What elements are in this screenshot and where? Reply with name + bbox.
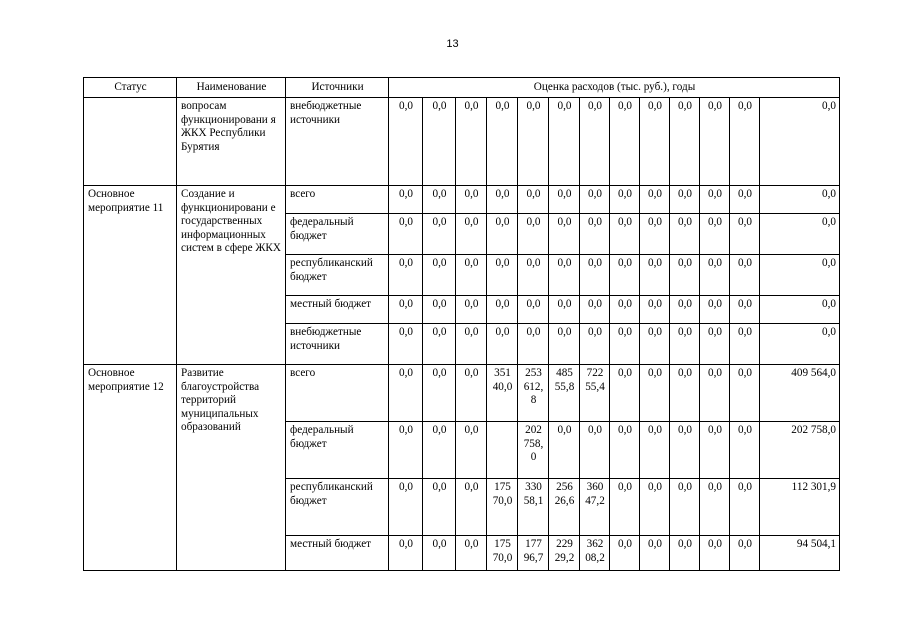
total-cell: 94 504,1 bbox=[760, 536, 840, 571]
value-cell: 253 612, 8 bbox=[518, 365, 549, 422]
value-cell: 0,0 bbox=[700, 536, 730, 571]
source-cell: республиканский бюджет bbox=[286, 255, 389, 296]
table-row bbox=[84, 98, 840, 186]
value-cell: 0,0 bbox=[640, 365, 670, 422]
value-cell: 0,0 bbox=[549, 186, 580, 214]
source-cell: внебюджетные источники bbox=[286, 324, 389, 365]
value-cell: 0,0 bbox=[549, 422, 580, 479]
value-cell: 0,0 bbox=[670, 536, 700, 571]
value-cell: 0,0 bbox=[389, 365, 423, 422]
value-cell: 0,0 bbox=[610, 365, 640, 422]
value-cell: 0,0 bbox=[670, 255, 700, 296]
value-cell: 330 58,1 bbox=[518, 479, 549, 536]
value-cell: 0,0 bbox=[640, 296, 670, 324]
value-cell: 0,0 bbox=[456, 422, 487, 479]
table-row bbox=[84, 186, 840, 214]
value-cell: 229 29,2 bbox=[549, 536, 580, 571]
source-cell: всего bbox=[286, 365, 389, 422]
value-cell: 175 70,0 bbox=[487, 479, 518, 536]
value-cell: 0,0 bbox=[423, 479, 456, 536]
value-cell: 0,0 bbox=[670, 214, 700, 255]
total-cell: 409 564,0 bbox=[760, 365, 840, 422]
value-cell: 0,0 bbox=[389, 98, 423, 186]
value-cell: 0,0 bbox=[423, 98, 456, 186]
value-cell: 0,0 bbox=[580, 422, 610, 479]
total-cell: 0,0 bbox=[760, 98, 840, 186]
value-cell: 0,0 bbox=[700, 324, 730, 365]
source-cell: местный бюджет bbox=[286, 536, 389, 571]
value-cell: 0,0 bbox=[610, 324, 640, 365]
value-cell: 0,0 bbox=[670, 324, 700, 365]
value-cell: 0,0 bbox=[487, 214, 518, 255]
value-cell: 0,0 bbox=[423, 422, 456, 479]
source-cell: внебюджетные источники bbox=[286, 98, 389, 186]
value-cell: 0,0 bbox=[610, 255, 640, 296]
value-cell: 0,0 bbox=[423, 365, 456, 422]
value-cell: 0,0 bbox=[640, 98, 670, 186]
value-cell: 0,0 bbox=[456, 296, 487, 324]
value-cell: 0,0 bbox=[456, 536, 487, 571]
value-cell: 0,0 bbox=[389, 296, 423, 324]
value-cell: 0,0 bbox=[389, 479, 423, 536]
source-cell: федеральный бюджет bbox=[286, 214, 389, 255]
value-cell: 0,0 bbox=[670, 422, 700, 479]
value-cell: 0,0 bbox=[580, 324, 610, 365]
value-cell: 0,0 bbox=[423, 255, 456, 296]
value-cell: 0,0 bbox=[456, 98, 487, 186]
value-cell: 0,0 bbox=[389, 186, 423, 214]
value-cell: 0,0 bbox=[730, 479, 760, 536]
value-cell: 0,0 bbox=[580, 255, 610, 296]
total-cell: 112 301,9 bbox=[760, 479, 840, 536]
value-cell: 0,0 bbox=[640, 479, 670, 536]
sources-header: Источники bbox=[286, 78, 389, 98]
value-cell: 0,0 bbox=[640, 186, 670, 214]
status-header: Статус bbox=[84, 78, 177, 98]
value-cell: 0,0 bbox=[549, 324, 580, 365]
value-cell: 0,0 bbox=[730, 98, 760, 186]
value-cell: 0,0 bbox=[456, 186, 487, 214]
value-cell: 0,0 bbox=[487, 296, 518, 324]
value-cell: 0,0 bbox=[487, 186, 518, 214]
source-cell: республиканский бюджет bbox=[286, 479, 389, 536]
value-cell: 0,0 bbox=[700, 255, 730, 296]
value-cell: 0,0 bbox=[670, 98, 700, 186]
value-cell: 0,0 bbox=[640, 324, 670, 365]
value-cell: 0,0 bbox=[389, 422, 423, 479]
total-cell: 0,0 bbox=[760, 255, 840, 296]
source-cell: всего bbox=[286, 186, 389, 214]
value-cell: 0,0 bbox=[670, 479, 700, 536]
value-cell: 0,0 bbox=[389, 214, 423, 255]
value-cell: 0,0 bbox=[730, 365, 760, 422]
value-cell bbox=[487, 422, 518, 479]
value-cell: 0,0 bbox=[700, 422, 730, 479]
value-cell: 0,0 bbox=[487, 98, 518, 186]
name-cell: Развитие благоустройства территорий муниципальных образований bbox=[177, 365, 286, 571]
total-cell: 0,0 bbox=[760, 296, 840, 324]
value-cell: 0,0 bbox=[549, 255, 580, 296]
status-cell bbox=[84, 98, 177, 186]
value-cell: 0,0 bbox=[580, 98, 610, 186]
value-cell: 0,0 bbox=[456, 479, 487, 536]
value-cell: 0,0 bbox=[730, 296, 760, 324]
value-cell: 0,0 bbox=[518, 186, 549, 214]
value-cell: 0,0 bbox=[487, 255, 518, 296]
status-cell: Основное мероприятие 11 bbox=[84, 186, 177, 365]
value-cell: 0,0 bbox=[389, 255, 423, 296]
costs-header: Оценка расходов (тыс. руб.), годы bbox=[389, 78, 840, 98]
value-cell: 0,0 bbox=[730, 324, 760, 365]
value-cell: 0,0 bbox=[700, 98, 730, 186]
value-cell: 0,0 bbox=[610, 536, 640, 571]
value-cell: 0,0 bbox=[487, 324, 518, 365]
value-cell: 202 758, 0 bbox=[518, 422, 549, 479]
value-cell: 0,0 bbox=[456, 255, 487, 296]
value-cell: 0,0 bbox=[730, 422, 760, 479]
header-row bbox=[84, 78, 840, 98]
value-cell: 0,0 bbox=[456, 365, 487, 422]
value-cell: 0,0 bbox=[518, 214, 549, 255]
value-cell: 0,0 bbox=[640, 422, 670, 479]
value-cell: 0,0 bbox=[580, 296, 610, 324]
total-cell: 0,0 bbox=[760, 186, 840, 214]
value-cell: 0,0 bbox=[610, 296, 640, 324]
value-cell: 177 96,7 bbox=[518, 536, 549, 571]
value-cell: 175 70,0 bbox=[487, 536, 518, 571]
budget-table bbox=[83, 77, 840, 571]
value-cell: 0,0 bbox=[700, 296, 730, 324]
value-cell: 0,0 bbox=[640, 536, 670, 571]
value-cell: 362 08,2 bbox=[580, 536, 610, 571]
value-cell: 0,0 bbox=[610, 186, 640, 214]
status-cell: Основное мероприятие 12 bbox=[84, 365, 177, 571]
value-cell: 0,0 bbox=[730, 255, 760, 296]
value-cell: 0,0 bbox=[670, 296, 700, 324]
value-cell: 0,0 bbox=[670, 186, 700, 214]
value-cell: 0,0 bbox=[518, 296, 549, 324]
value-cell: 485 55,8 bbox=[549, 365, 580, 422]
value-cell: 0,0 bbox=[518, 98, 549, 186]
value-cell: 0,0 bbox=[730, 214, 760, 255]
value-cell: 0,0 bbox=[423, 324, 456, 365]
table-body bbox=[84, 98, 840, 571]
value-cell: 0,0 bbox=[580, 186, 610, 214]
value-cell: 0,0 bbox=[730, 186, 760, 214]
value-cell: 351 40,0 bbox=[487, 365, 518, 422]
name-cell: Создание и функционировани е государственных информационных систем в сфере ЖКХ bbox=[177, 186, 286, 365]
value-cell: 0,0 bbox=[700, 365, 730, 422]
value-cell: 360 47,2 bbox=[580, 479, 610, 536]
value-cell: 0,0 bbox=[518, 324, 549, 365]
name-cell: вопросам функционировани я ЖКХ Республики Бурятия bbox=[177, 98, 286, 186]
value-cell: 0,0 bbox=[640, 255, 670, 296]
value-cell: 0,0 bbox=[700, 214, 730, 255]
value-cell: 256 26,6 bbox=[549, 479, 580, 536]
value-cell: 0,0 bbox=[640, 214, 670, 255]
table-row bbox=[84, 365, 840, 422]
value-cell: 0,0 bbox=[549, 98, 580, 186]
value-cell: 0,0 bbox=[423, 296, 456, 324]
name-header: Наименование bbox=[177, 78, 286, 98]
source-cell: федеральный бюджет bbox=[286, 422, 389, 479]
value-cell: 0,0 bbox=[456, 214, 487, 255]
value-cell: 0,0 bbox=[610, 214, 640, 255]
value-cell: 0,0 bbox=[610, 98, 640, 186]
total-cell: 0,0 bbox=[760, 324, 840, 365]
value-cell: 0,0 bbox=[580, 214, 610, 255]
value-cell: 0,0 bbox=[730, 536, 760, 571]
value-cell: 0,0 bbox=[423, 186, 456, 214]
value-cell: 0,0 bbox=[700, 479, 730, 536]
value-cell: 0,0 bbox=[549, 214, 580, 255]
value-cell: 0,0 bbox=[670, 365, 700, 422]
value-cell: 0,0 bbox=[423, 214, 456, 255]
value-cell: 0,0 bbox=[518, 255, 549, 296]
value-cell: 0,0 bbox=[610, 422, 640, 479]
total-cell: 0,0 bbox=[760, 214, 840, 255]
value-cell: 0,0 bbox=[389, 536, 423, 571]
value-cell: 0,0 bbox=[549, 296, 580, 324]
total-cell: 202 758,0 bbox=[760, 422, 840, 479]
value-cell: 722 55,4 bbox=[580, 365, 610, 422]
value-cell: 0,0 bbox=[610, 479, 640, 536]
value-cell: 0,0 bbox=[389, 324, 423, 365]
source-cell: местный бюджет bbox=[286, 296, 389, 324]
value-cell: 0,0 bbox=[700, 186, 730, 214]
page-number: 13 bbox=[446, 38, 459, 50]
value-cell: 0,0 bbox=[456, 324, 487, 365]
value-cell: 0,0 bbox=[423, 536, 456, 571]
